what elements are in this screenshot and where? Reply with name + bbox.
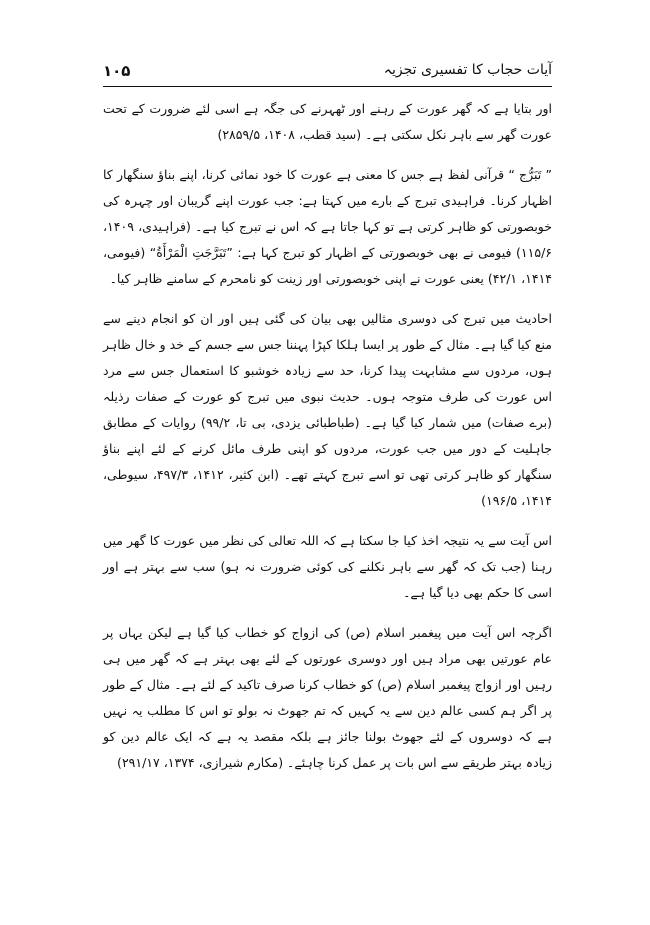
paragraph: اور بتایا ہے کہ گھر عورت کے رہنے اور ٹھہرنے کی جگہ ہے اسی لئے ضرورت کے تحت عورت گھر سے باہر نکل سکتی ہے۔ (سید قطب، ۱۴۰۸، ۲۸۵۹/۵) [103, 101, 552, 142]
page-body [103, 96, 552, 790]
header-divider [103, 86, 552, 87]
page-header [103, 62, 552, 84]
paragraph: ” تَبَرُّج “ قرآنی لفظ ہے جس کا معنی ہے عورت کا خود نمائی کرنا، اپنے بناؤ سنگھار کا اظہار کرنا۔ فراہیدی تبرج کے بارے میں کہتا ہے: جب عورت اپنے گریبان اور چہرہ کی خوبصورتی کو ظاہر کرتی ہے تو کہا جاتا ہے کہ اس نے تبرج کیا ہے۔ (فراہیدی، ۱۴۰۹، ۱۱۵/۶) فیومی نے بھی خوبصورتی کے اظہار کو تبرج کہا ہے: ”تَبَرَّجَتِ الْمَرْأَةُ“ (فیومی، ۱۴۱۴، ۴۲/۱) یعنی عورت نے اپنی خوبصورتی اور زینت کو نامحرم کے سامنے ظاہر کیا۔ [103, 167, 552, 286]
paragraph: احادیث میں تبرج کی دوسری مثالیں بھی بیان کی گئی ہیں اور ان کو انجام دینے سے منع کیا گیا ہے۔ مثال کے طور پر ایسا ہلکا کپڑا پہننا جس سے جسم کے خد و خال ظاہر ہوں، مردوں سے مشابہت پیدا کرنا، حد سے زیادہ خوشبو کا استعمال جس سے مرد اس عورت کی طرف متوجہ ہوں۔ حدیث نبوی میں تبرج کو عورت کے صفات رذیلہ (برے صفات) میں شمار کیا گیا ہے۔ (طباطبائی یزدی، بی تا، ۹۹/۲) روایات کے مطابق جاہلیت کے دور میں جب عورت، مردوں کو اپنی طرف مائل کرنے کے لئے اپنے بناؤ سنگھار کو ظاہر کرتی تھی تو اسے تبرج کہتے تھے۔ (ابن کثیر، ۱۴۱۲، ۴۹۷/۳، سیوطی، ۱۴۱۴، ۱۹۶/۵) [103, 311, 552, 508]
paragraph: اگرچہ اس آیت میں پیغمبر اسلام (ص) کی ازواج کو خطاب کیا گیا ہے لیکن یہاں پر عام عورتیں بھی مراد ہیں اور دوسری عورتوں کے لئے بھی بہتر ہے کہ گھر میں ہی رہیں اور ازواج پیغمبر اسلام (ص) کو خطاب کرنا صرف تاکید کے لئے ہے۔ مثال کے طور پر اگر ہم کسی عالم دین سے یہ کہیں کہ تم جھوٹ نہ بولو تو اس کا مطلب یہ نہیں ہے کہ دوسروں کے لئے جھوٹ بولنا جائز ہے بلکہ مقصد یہ ہے کہ ایک عالم دین کو زیادہ بہتر طریقے سے اس بات پر عمل کرنا چاہئے۔ (مکارم شیرازی، ۱۳۷۴، ۲۹۱/۱۷) [103, 625, 552, 770]
paragraph: اس آیت سے یہ نتیجہ اخذ کیا جا سکتا ہے کہ اللہ تعالی کی نظر میں عورت کا گھر میں رہنا (جب تک کہ گھر سے باہر نکلنے کی کوئی ضرورت نہ ہو) سب سے بہتر ہے اور اسی کا حکم بھی دیا گیا ہے۔ [103, 533, 552, 600]
running-title: آیات حجاب کا تفسیری تجزیہ [383, 62, 552, 78]
page-number: ۱۰۵ [103, 62, 131, 80]
